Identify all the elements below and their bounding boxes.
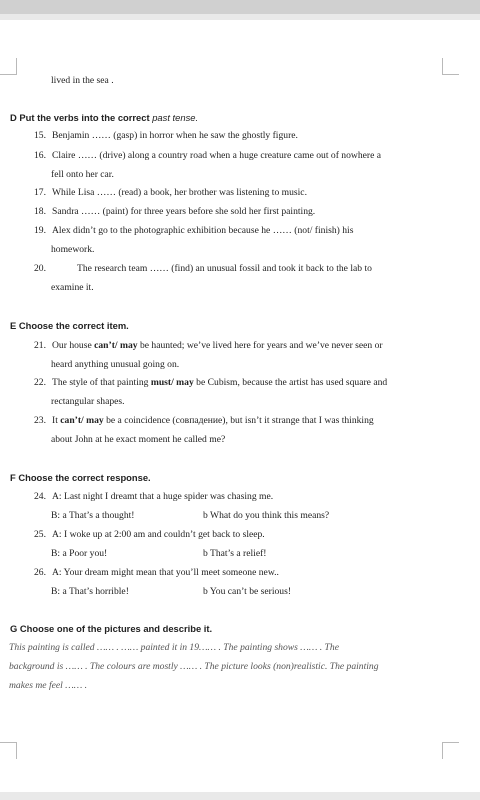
previous-fragment: lived in the sea . (51, 75, 114, 86)
document-page: lived in the sea . D Put the verbs into the correct past tense. 15. Benjamin …… (gasp) in horror when he saw the ghostly figure. 16. Claire …… (drive) along a country road when a huge creature came out of nowhere a fell onto her car. 17. While Lisa …… (read) a book, her brother was listening to music. 18. Sandra …… (paint) for three years before she sold her first painting. 19. Alex didn’t go to the photographic exhibition because he …… (not/ finish) his homework. 20. The research team …… (find) an unusual fossil and took it back to the lab to examine it. E Choose the correct item. 21. Our house can’t/ may be haunted; we’ve lived here for years and we’ve never seen or heard anything unusual going on. 22. The style of that painting must/ may be Cubism, because the artist has used square and rectangular shapes. 23. It can’t/ may be a coincidence (совпадение), but isn’t it strange that I was thinking about John at he exact moment he called me? F Choose the correct response. 24. A: Last night I dreamt that a huge spider was chasing me. B: a That’s a thought! b What do you think this means? 25. A: I woke up at 2:00 am and couldn’t get back to sleep. B: a Poor you! b That’s a relief! 26. A: Your dream might mean that you’ll meet someone new.. B: a That’s horrible! b You can’t be serious! G Choose one of the pictures and describe it. This painting is called …… . …… painted it in 19…… . The painting shows …… . The background is …… . The colours are mostly …… . The picture looks (non)realistic. The painting makes me feel …… . (0, 20, 480, 792)
crop-mark-bottom-left (0, 742, 17, 759)
crop-mark-bottom-right (442, 742, 459, 759)
crop-mark-top-left (0, 58, 17, 75)
section-g-title: G Choose one of the pictures and describe it. (10, 623, 213, 634)
viewer-top-bar (0, 0, 480, 14)
section-g-line-2: background is …… . The colours are mostly …… . The picture looks (non)realistic. The painting (9, 661, 379, 672)
option-b: b You can’t be serious! (203, 586, 292, 597)
option-a: B: a That’s a thought! (51, 510, 135, 521)
section-g-line-1: This painting is called …… . …… painted it in 19…… . The painting shows …… . The (9, 642, 339, 653)
option-b: b That’s a relief! (203, 548, 267, 559)
crop-mark-top-right (442, 58, 459, 75)
section-f-title: F Choose the correct response. (10, 472, 151, 483)
section-d-title: D Put the verbs into the correct past tense. (10, 112, 199, 123)
option-a: B: a Poor you! (51, 548, 108, 559)
option-b: b What do you think this means? (203, 510, 330, 521)
section-g-line-3: makes me feel …… . (9, 680, 88, 691)
section-e-title: E Choose the correct item. (10, 320, 129, 331)
option-a: B: a That’s horrible! (51, 586, 129, 597)
